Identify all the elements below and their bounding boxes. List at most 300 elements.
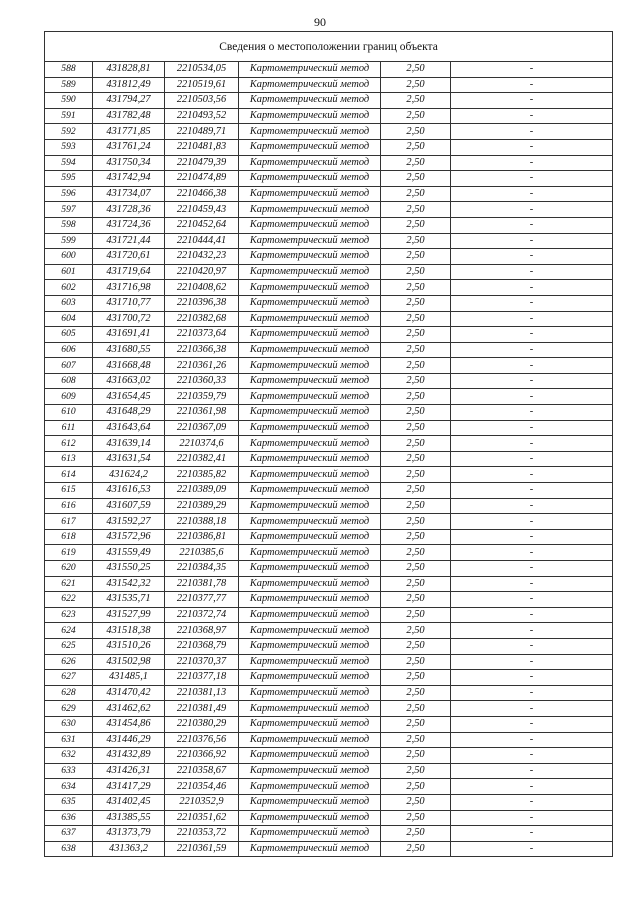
table-row [45, 311, 613, 327]
table-row [45, 280, 613, 296]
accuracy-cell: 2,50 [381, 358, 451, 374]
point-number-cell: 630 [45, 716, 93, 732]
description-cell: - [451, 249, 613, 265]
x-coordinate-cell: 431720,61 [93, 249, 165, 265]
description-cell: - [451, 483, 613, 499]
description-cell: - [451, 233, 613, 249]
table-row [45, 327, 613, 343]
point-number-cell: 597 [45, 202, 93, 218]
accuracy-cell: 2,50 [381, 124, 451, 140]
accuracy-cell: 2,50 [381, 186, 451, 202]
table-row [45, 217, 613, 233]
method-cell: Картометрический метод [239, 654, 381, 670]
point-number-cell: 614 [45, 467, 93, 483]
table-row [45, 249, 613, 265]
table-row [45, 405, 613, 421]
method-cell: Картометрический метод [239, 77, 381, 93]
x-coordinate-cell: 431373,79 [93, 826, 165, 842]
method-cell: Картометрический метод [239, 498, 381, 514]
x-coordinate-cell: 431363,2 [93, 841, 165, 857]
x-coordinate-cell: 431828,81 [93, 62, 165, 78]
accuracy-cell: 2,50 [381, 670, 451, 686]
table-row [45, 841, 613, 857]
x-coordinate-cell: 431812,49 [93, 77, 165, 93]
table-row [45, 779, 613, 795]
accuracy-cell: 2,50 [381, 701, 451, 717]
y-coordinate-cell: 2210374,6 [165, 436, 239, 452]
y-coordinate-cell: 2210432,23 [165, 249, 239, 265]
method-cell: Картометрический метод [239, 155, 381, 171]
accuracy-cell: 2,50 [381, 483, 451, 499]
x-coordinate-cell: 431502,98 [93, 654, 165, 670]
table-row [45, 342, 613, 358]
table-row [45, 794, 613, 810]
table-row [45, 826, 613, 842]
table-row [45, 592, 613, 608]
y-coordinate-cell: 2210420,97 [165, 264, 239, 280]
method-cell: Картометрический метод [239, 794, 381, 810]
description-cell: - [451, 420, 613, 436]
y-coordinate-cell: 2210396,38 [165, 295, 239, 311]
description-cell: - [451, 327, 613, 343]
y-coordinate-cell: 2210361,98 [165, 405, 239, 421]
description-cell: - [451, 545, 613, 561]
point-number-cell: 605 [45, 327, 93, 343]
method-cell: Картометрический метод [239, 748, 381, 764]
table-row [45, 514, 613, 530]
x-coordinate-cell: 431724,36 [93, 217, 165, 233]
table-row [45, 716, 613, 732]
description-cell: - [451, 826, 613, 842]
boundary-table [44, 31, 613, 857]
description-cell: - [451, 654, 613, 670]
accuracy-cell: 2,50 [381, 545, 451, 561]
method-cell: Картометрический метод [239, 327, 381, 343]
method-cell: Картометрический метод [239, 124, 381, 140]
table-row [45, 638, 613, 654]
page-number: 90 [314, 15, 326, 29]
accuracy-cell: 2,50 [381, 233, 451, 249]
accuracy-cell: 2,50 [381, 498, 451, 514]
description-cell: - [451, 280, 613, 296]
x-coordinate-cell: 431535,71 [93, 592, 165, 608]
y-coordinate-cell: 2210354,46 [165, 779, 239, 795]
description-cell: - [451, 514, 613, 530]
point-number-cell: 593 [45, 139, 93, 155]
point-number-cell: 628 [45, 685, 93, 701]
description-cell: - [451, 794, 613, 810]
x-coordinate-cell: 431719,64 [93, 264, 165, 280]
description-cell: - [451, 763, 613, 779]
description-cell: - [451, 139, 613, 155]
accuracy-cell: 2,50 [381, 108, 451, 124]
point-number-cell: 629 [45, 701, 93, 717]
description-cell: - [451, 217, 613, 233]
y-coordinate-cell: 2210361,26 [165, 358, 239, 374]
y-coordinate-cell: 2210358,67 [165, 763, 239, 779]
point-number-cell: 622 [45, 592, 93, 608]
x-coordinate-cell: 431680,55 [93, 342, 165, 358]
table-row [45, 186, 613, 202]
accuracy-cell: 2,50 [381, 373, 451, 389]
table-row [45, 701, 613, 717]
method-cell: Картометрический метод [239, 779, 381, 795]
x-coordinate-cell: 431750,34 [93, 155, 165, 171]
point-number-cell: 619 [45, 545, 93, 561]
table-row [45, 654, 613, 670]
table-row [45, 295, 613, 311]
x-coordinate-cell: 431721,44 [93, 233, 165, 249]
method-cell: Картометрический метод [239, 701, 381, 717]
table-body [45, 62, 613, 857]
table-row [45, 202, 613, 218]
description-cell: - [451, 576, 613, 592]
method-cell: Картометрический метод [239, 607, 381, 623]
y-coordinate-cell: 2210389,09 [165, 483, 239, 499]
y-coordinate-cell: 2210381,78 [165, 576, 239, 592]
description-cell: - [451, 748, 613, 764]
point-number-cell: 607 [45, 358, 93, 374]
method-cell: Картометрический метод [239, 186, 381, 202]
y-coordinate-cell: 2210385,6 [165, 545, 239, 561]
point-number-cell: 600 [45, 249, 93, 265]
y-coordinate-cell: 2210377,18 [165, 670, 239, 686]
y-coordinate-cell: 2210372,74 [165, 607, 239, 623]
accuracy-cell: 2,50 [381, 826, 451, 842]
description-cell: - [451, 124, 613, 140]
description-cell: - [451, 467, 613, 483]
method-cell: Картометрический метод [239, 826, 381, 842]
accuracy-cell: 2,50 [381, 841, 451, 857]
accuracy-cell: 2,50 [381, 576, 451, 592]
x-coordinate-cell: 431631,54 [93, 451, 165, 467]
method-cell: Картометрический метод [239, 763, 381, 779]
x-coordinate-cell: 431417,29 [93, 779, 165, 795]
x-coordinate-cell: 431385,55 [93, 810, 165, 826]
table-row [45, 670, 613, 686]
y-coordinate-cell: 2210384,35 [165, 561, 239, 577]
description-cell: - [451, 732, 613, 748]
x-coordinate-cell: 431728,36 [93, 202, 165, 218]
y-coordinate-cell: 2210376,56 [165, 732, 239, 748]
accuracy-cell: 2,50 [381, 748, 451, 764]
table-title: Сведения о местоположении границ объекта [45, 32, 613, 62]
y-coordinate-cell: 2210452,64 [165, 217, 239, 233]
table-row [45, 358, 613, 374]
point-number-cell: 633 [45, 763, 93, 779]
point-number-cell: 638 [45, 841, 93, 857]
y-coordinate-cell: 2210519,61 [165, 77, 239, 93]
x-coordinate-cell: 431550,25 [93, 561, 165, 577]
x-coordinate-cell: 431716,98 [93, 280, 165, 296]
table-row [45, 233, 613, 249]
table-row [45, 732, 613, 748]
method-cell: Картометрический метод [239, 358, 381, 374]
table-row [45, 498, 613, 514]
point-number-cell: 594 [45, 155, 93, 171]
point-number-cell: 589 [45, 77, 93, 93]
point-number-cell: 598 [45, 217, 93, 233]
table-row [45, 561, 613, 577]
point-number-cell: 632 [45, 748, 93, 764]
point-number-cell: 631 [45, 732, 93, 748]
accuracy-cell: 2,50 [381, 794, 451, 810]
y-coordinate-cell: 2210382,41 [165, 451, 239, 467]
table-row [45, 483, 613, 499]
description-cell: - [451, 77, 613, 93]
y-coordinate-cell: 2210351,62 [165, 810, 239, 826]
point-number-cell: 592 [45, 124, 93, 140]
accuracy-cell: 2,50 [381, 171, 451, 187]
point-number-cell: 609 [45, 389, 93, 405]
point-number-cell: 588 [45, 62, 93, 78]
x-coordinate-cell: 431782,48 [93, 108, 165, 124]
description-cell: - [451, 701, 613, 717]
method-cell: Картометрический метод [239, 62, 381, 78]
table-row [45, 264, 613, 280]
method-cell: Картометрический метод [239, 436, 381, 452]
point-number-cell: 617 [45, 514, 93, 530]
point-number-cell: 591 [45, 108, 93, 124]
accuracy-cell: 2,50 [381, 139, 451, 155]
description-cell: - [451, 810, 613, 826]
method-cell: Картометрический метод [239, 373, 381, 389]
point-number-cell: 620 [45, 561, 93, 577]
accuracy-cell: 2,50 [381, 654, 451, 670]
y-coordinate-cell: 2210479,39 [165, 155, 239, 171]
point-number-cell: 616 [45, 498, 93, 514]
description-cell: - [451, 498, 613, 514]
accuracy-cell: 2,50 [381, 529, 451, 545]
point-number-cell: 595 [45, 171, 93, 187]
table-row [45, 451, 613, 467]
method-cell: Картометрический метод [239, 389, 381, 405]
accuracy-cell: 2,50 [381, 311, 451, 327]
table-row [45, 171, 613, 187]
table-row [45, 373, 613, 389]
accuracy-cell: 2,50 [381, 810, 451, 826]
x-coordinate-cell: 431542,32 [93, 576, 165, 592]
table-row [45, 155, 613, 171]
method-cell: Картометрический метод [239, 716, 381, 732]
method-cell: Картометрический метод [239, 638, 381, 654]
point-number-cell: 635 [45, 794, 93, 810]
method-cell: Картометрический метод [239, 405, 381, 421]
y-coordinate-cell: 2210493,52 [165, 108, 239, 124]
x-coordinate-cell: 431654,45 [93, 389, 165, 405]
point-number-cell: 590 [45, 93, 93, 109]
description-cell: - [451, 779, 613, 795]
x-coordinate-cell: 431710,77 [93, 295, 165, 311]
method-cell: Картометрический метод [239, 93, 381, 109]
point-number-cell: 618 [45, 529, 93, 545]
method-cell: Картометрический метод [239, 139, 381, 155]
y-coordinate-cell: 2210373,64 [165, 327, 239, 343]
description-cell: - [451, 670, 613, 686]
point-number-cell: 611 [45, 420, 93, 436]
accuracy-cell: 2,50 [381, 77, 451, 93]
x-coordinate-cell: 431771,85 [93, 124, 165, 140]
accuracy-cell: 2,50 [381, 264, 451, 280]
point-number-cell: 610 [45, 405, 93, 421]
method-cell: Картометрический метод [239, 483, 381, 499]
x-coordinate-cell: 431470,42 [93, 685, 165, 701]
y-coordinate-cell: 2210459,43 [165, 202, 239, 218]
x-coordinate-cell: 431485,1 [93, 670, 165, 686]
point-number-cell: 608 [45, 373, 93, 389]
accuracy-cell: 2,50 [381, 685, 451, 701]
method-cell: Картометрический метод [239, 295, 381, 311]
y-coordinate-cell: 2210481,83 [165, 139, 239, 155]
table-row [45, 607, 613, 623]
description-cell: - [451, 295, 613, 311]
accuracy-cell: 2,50 [381, 451, 451, 467]
accuracy-cell: 2,50 [381, 716, 451, 732]
point-number-cell: 604 [45, 311, 93, 327]
point-number-cell: 613 [45, 451, 93, 467]
table-row [45, 529, 613, 545]
point-number-cell: 599 [45, 233, 93, 249]
y-coordinate-cell: 2210534,05 [165, 62, 239, 78]
y-coordinate-cell: 2210361,59 [165, 841, 239, 857]
description-cell: - [451, 529, 613, 545]
table-row [45, 763, 613, 779]
point-number-cell: 626 [45, 654, 93, 670]
x-coordinate-cell: 431527,99 [93, 607, 165, 623]
y-coordinate-cell: 2210385,82 [165, 467, 239, 483]
y-coordinate-cell: 2210503,56 [165, 93, 239, 109]
x-coordinate-cell: 431663,02 [93, 373, 165, 389]
accuracy-cell: 2,50 [381, 155, 451, 171]
description-cell: - [451, 202, 613, 218]
x-coordinate-cell: 431572,96 [93, 529, 165, 545]
method-cell: Картометрический метод [239, 342, 381, 358]
point-number-cell: 606 [45, 342, 93, 358]
accuracy-cell: 2,50 [381, 561, 451, 577]
method-cell: Картометрический метод [239, 420, 381, 436]
x-coordinate-cell: 431700,72 [93, 311, 165, 327]
y-coordinate-cell: 2210408,62 [165, 280, 239, 296]
point-number-cell: 602 [45, 280, 93, 296]
method-cell: Картометрический метод [239, 467, 381, 483]
method-cell: Картометрический метод [239, 233, 381, 249]
y-coordinate-cell: 2210389,29 [165, 498, 239, 514]
x-coordinate-cell: 431462,62 [93, 701, 165, 717]
accuracy-cell: 2,50 [381, 514, 451, 530]
point-number-cell: 621 [45, 576, 93, 592]
x-coordinate-cell: 431592,27 [93, 514, 165, 530]
table-row [45, 576, 613, 592]
x-coordinate-cell: 431616,53 [93, 483, 165, 499]
x-coordinate-cell: 431761,24 [93, 139, 165, 155]
accuracy-cell: 2,50 [381, 62, 451, 78]
description-cell: - [451, 108, 613, 124]
method-cell: Картометрический метод [239, 249, 381, 265]
y-coordinate-cell: 2210386,81 [165, 529, 239, 545]
accuracy-cell: 2,50 [381, 327, 451, 343]
table-row [45, 124, 613, 140]
point-number-cell: 637 [45, 826, 93, 842]
accuracy-cell: 2,50 [381, 202, 451, 218]
method-cell: Картометрический метод [239, 529, 381, 545]
table-row [45, 139, 613, 155]
accuracy-cell: 2,50 [381, 249, 451, 265]
x-coordinate-cell: 431668,48 [93, 358, 165, 374]
x-coordinate-cell: 431559,49 [93, 545, 165, 561]
y-coordinate-cell: 2210360,33 [165, 373, 239, 389]
point-number-cell: 623 [45, 607, 93, 623]
accuracy-cell: 2,50 [381, 342, 451, 358]
method-cell: Картометрический метод [239, 264, 381, 280]
table-row [45, 436, 613, 452]
x-coordinate-cell: 431510,26 [93, 638, 165, 654]
accuracy-cell: 2,50 [381, 217, 451, 233]
y-coordinate-cell: 2210489,71 [165, 124, 239, 140]
method-cell: Картометрический метод [239, 108, 381, 124]
x-coordinate-cell: 431402,45 [93, 794, 165, 810]
x-coordinate-cell: 431639,14 [93, 436, 165, 452]
y-coordinate-cell: 2210382,68 [165, 311, 239, 327]
description-cell: - [451, 311, 613, 327]
table-row [45, 467, 613, 483]
x-coordinate-cell: 431691,41 [93, 327, 165, 343]
y-coordinate-cell: 2210474,89 [165, 171, 239, 187]
accuracy-cell: 2,50 [381, 295, 451, 311]
method-cell: Картометрический метод [239, 171, 381, 187]
method-cell: Картометрический метод [239, 623, 381, 639]
x-coordinate-cell: 431742,94 [93, 171, 165, 187]
y-coordinate-cell: 2210366,92 [165, 748, 239, 764]
y-coordinate-cell: 2210367,09 [165, 420, 239, 436]
description-cell: - [451, 93, 613, 109]
y-coordinate-cell: 2210353,72 [165, 826, 239, 842]
method-cell: Картометрический метод [239, 841, 381, 857]
accuracy-cell: 2,50 [381, 420, 451, 436]
method-cell: Картометрический метод [239, 217, 381, 233]
accuracy-cell: 2,50 [381, 280, 451, 296]
table-row [45, 77, 613, 93]
y-coordinate-cell: 2210359,79 [165, 389, 239, 405]
table-row [45, 810, 613, 826]
x-coordinate-cell: 431607,59 [93, 498, 165, 514]
table-row [45, 420, 613, 436]
table-row [45, 389, 613, 405]
method-cell: Картометрический метод [239, 670, 381, 686]
point-number-cell: 634 [45, 779, 93, 795]
accuracy-cell: 2,50 [381, 405, 451, 421]
accuracy-cell: 2,50 [381, 638, 451, 654]
y-coordinate-cell: 2210381,13 [165, 685, 239, 701]
point-number-cell: 603 [45, 295, 93, 311]
y-coordinate-cell: 2210466,38 [165, 186, 239, 202]
description-cell: - [451, 841, 613, 857]
point-number-cell: 615 [45, 483, 93, 499]
table-row [45, 93, 613, 109]
point-number-cell: 596 [45, 186, 93, 202]
method-cell: Картометрический метод [239, 514, 381, 530]
description-cell: - [451, 623, 613, 639]
point-number-cell: 627 [45, 670, 93, 686]
accuracy-cell: 2,50 [381, 436, 451, 452]
description-cell: - [451, 342, 613, 358]
method-cell: Картометрический метод [239, 576, 381, 592]
table-header-row [45, 32, 613, 62]
method-cell: Картометрический метод [239, 545, 381, 561]
method-cell: Картометрический метод [239, 592, 381, 608]
y-coordinate-cell: 2210380,29 [165, 716, 239, 732]
description-cell: - [451, 638, 613, 654]
description-cell: - [451, 685, 613, 701]
